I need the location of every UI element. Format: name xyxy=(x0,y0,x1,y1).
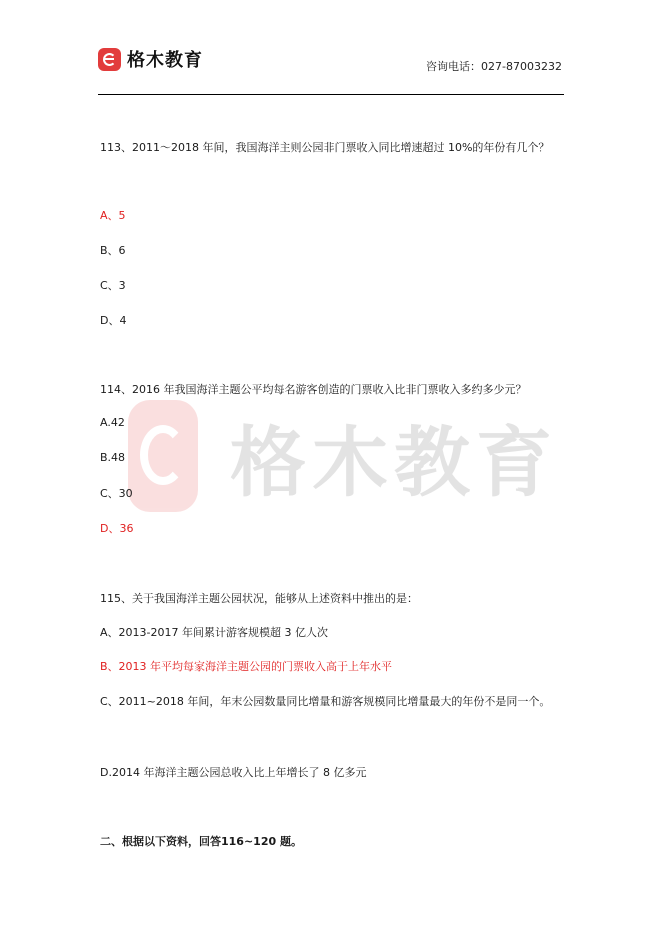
question-114-option-d: D、36 xyxy=(100,522,134,535)
contact-phone: 咨询电话：027-87003232 xyxy=(426,60,562,73)
section-heading: 二、根据以下资料，回答116~120 题。 xyxy=(100,835,302,848)
page-header xyxy=(98,42,564,94)
question-115-option-d: D.2014 年海洋主题公园总收入比上年增长了 8 亿多元 xyxy=(100,766,367,779)
question-113-option-b: B、6 xyxy=(100,244,126,257)
question-114-option-a: A.42 xyxy=(100,416,125,429)
logo-icon xyxy=(98,48,121,71)
question-115-option-b: B、2013 年平均每家海洋主题公园的门票收入高于上年水平 xyxy=(100,660,393,673)
brand-logo xyxy=(98,46,203,72)
watermark-logo-icon xyxy=(128,400,198,512)
question-114-option-c: C、30 xyxy=(100,487,133,500)
question-114-stem: 114、2016 年我国海洋主题公平均每名游客创造的门票收入比非门票收入多约多少元？ xyxy=(100,383,527,396)
header-divider xyxy=(98,94,564,95)
watermark-text: 格木教育 xyxy=(230,417,558,507)
logo-text: 格木教育 xyxy=(127,50,203,71)
question-114-option-b: B.48 xyxy=(100,451,126,464)
question-113-stem: 113、2011～2018 年间，我国海洋主则公园非门票收入同比增速超过 10%的年份有几个？ xyxy=(100,141,550,154)
question-113-option-a: A、5 xyxy=(100,209,126,222)
question-115-option-c: C、2011~2018 年间，年末公园数量同比增量和游客规模同比增量最大的年份不是同一个。 xyxy=(100,695,551,708)
question-113-option-d: D、4 xyxy=(100,314,127,327)
watermark xyxy=(128,400,558,512)
question-115-option-a: A、2013-2017 年间累计游客规模超 3 亿人次 xyxy=(100,626,328,639)
question-115-stem: 115、关于我国海洋主题公园状况，能够从上述资料中推出的是： xyxy=(100,592,418,605)
question-113-option-c: C、3 xyxy=(100,279,126,292)
